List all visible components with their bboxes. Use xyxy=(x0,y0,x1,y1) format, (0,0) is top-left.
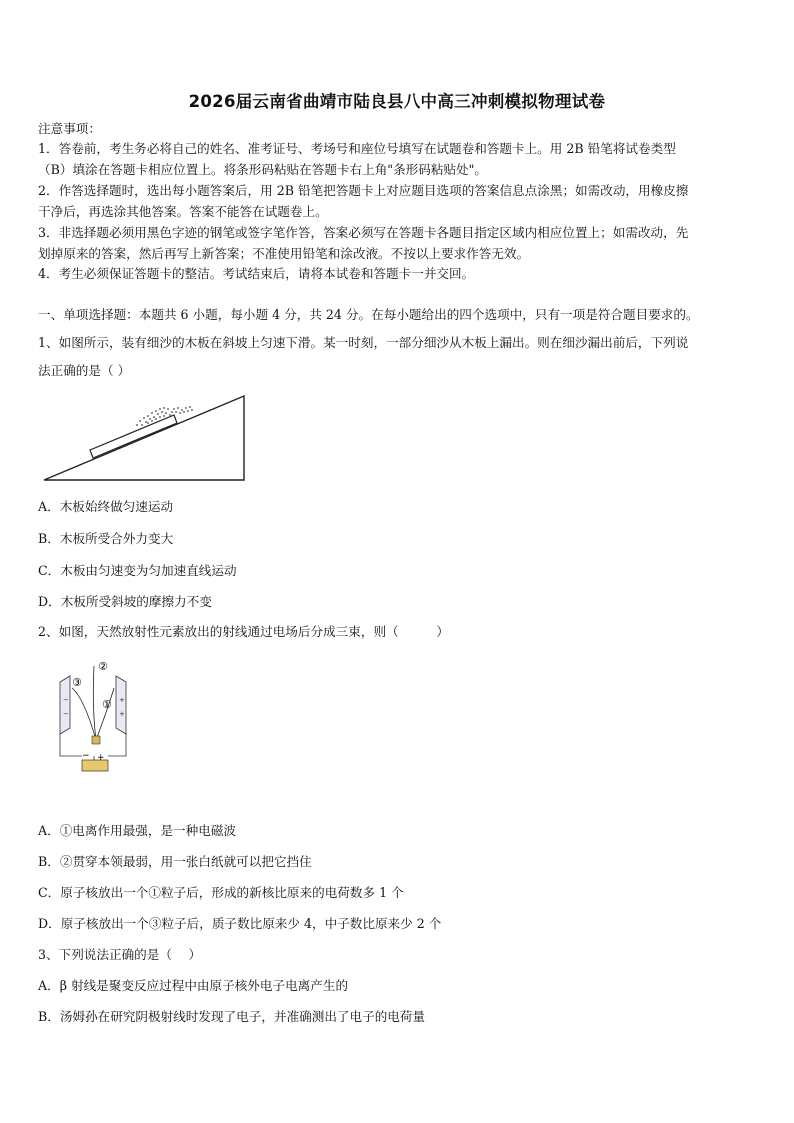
notice-line: 1．答卷前，考生务必将自己的姓名、准考证号、考场号和座位号填写在试题卷和答题卡上。用 2B 铅笔将试卷类型 xyxy=(38,141,676,156)
question-2-stem: 2、如图，天然放射性元素放出的射线通过电场后分成三束，则（ ） xyxy=(38,624,450,639)
wooden-board xyxy=(90,415,177,458)
q1-option-d[interactable]: D．木板所受斜坡的摩擦力不变 xyxy=(38,594,212,609)
svg-text:−: − xyxy=(63,710,69,718)
radioactive-source xyxy=(92,736,100,744)
q2-option-c[interactable]: C．原子核放出一个①粒子后，形成的新核比原来的电荷数多 1 个 xyxy=(38,885,404,900)
battery-minus: − xyxy=(82,751,90,761)
question-1-stem-cont: 法正确的是（ ） xyxy=(38,363,131,378)
q3-option-a[interactable]: A．β 射线是聚变反应过程中由原子核外电子电离产生的 xyxy=(38,978,349,993)
notice-line: 4．考生必须保证答题卡的整洁。考试结束后，请将本试卷和答题卡一并交回。 xyxy=(38,266,475,281)
notice-line: 干净后，再选涂其他答案。答案不能答在试题卷上。 xyxy=(38,204,328,219)
q1-option-a[interactable]: A．木板始终做匀速运动 xyxy=(38,499,174,514)
svg-text:+: + xyxy=(119,710,125,718)
notice-line: 2．作答选择题时，选出每小题答案后，用 2B 铅笔把答题卡上对应题目选项的答案信息点涂黑；如需改动，用橡皮擦 xyxy=(38,183,689,198)
q1-option-b[interactable]: B．木板所受合外力变大 xyxy=(38,531,174,546)
q2-option-b[interactable]: B．②贯穿本领最弱，用一张白纸就可以把它挡住 xyxy=(38,854,312,869)
incline-figure xyxy=(40,392,250,484)
notice-line: 3．非选择题必须用黑色字迹的钢笔或签字笔作答，答案必须写在答题卡各题目指定区域内相应位置上；如需改动，先 xyxy=(38,225,689,240)
q1-option-c[interactable]: C．木板由匀速变为匀加速直线运动 xyxy=(38,563,237,578)
question-1-stem: 1、如图所示，装有细沙的木板在斜坡上匀速下滑。某一时刻，一部分细沙从木板上漏出。则在细沙漏出前后，下列说 xyxy=(38,335,689,350)
notice-heading: 注意事项： xyxy=(38,121,101,136)
notice-line: （B）填涂在答题卡相应位置上。将条形码粘贴在答题卡右上角"条形码粘贴处"。 xyxy=(38,162,488,177)
label-3: ③ xyxy=(72,676,82,689)
question-3-stem: 3、下列说法正确的是（ ） xyxy=(38,947,202,962)
battery-plus: + xyxy=(97,753,105,763)
notice-line: 划掉原来的答案，然后再写上新答案；不准使用铅笔和涂改液。不按以上要求作答无效。 xyxy=(38,246,530,261)
negative-plate xyxy=(60,676,70,734)
label-2: ② xyxy=(98,660,108,673)
positive-plate xyxy=(116,676,126,734)
page-title: 2026届云南省曲靖市陆良县八中高三冲刺模拟物理试卷 xyxy=(188,92,606,111)
section-heading: 一、单项选择题：本题共 6 小题，每小题 4 分，共 24 分。在每小题给出的四个选项中，只有一项是符合题目要求的。 xyxy=(38,307,699,322)
svg-text:+: + xyxy=(119,696,125,704)
q2-option-d[interactable]: D．原子核放出一个③粒子后，质子数比原来少 4，中子数比原来少 2 个 xyxy=(38,916,442,931)
radiation-figure xyxy=(52,658,138,778)
q3-option-b[interactable]: B．汤姆孙在研究阴极射线时发现了电子，并准确测出了电子的电荷量 xyxy=(38,1009,426,1024)
q2-option-a[interactable]: A．①电离作用最强，是一种电磁波 xyxy=(38,823,237,838)
label-1: ① xyxy=(102,698,112,711)
svg-text:−: − xyxy=(63,696,69,704)
